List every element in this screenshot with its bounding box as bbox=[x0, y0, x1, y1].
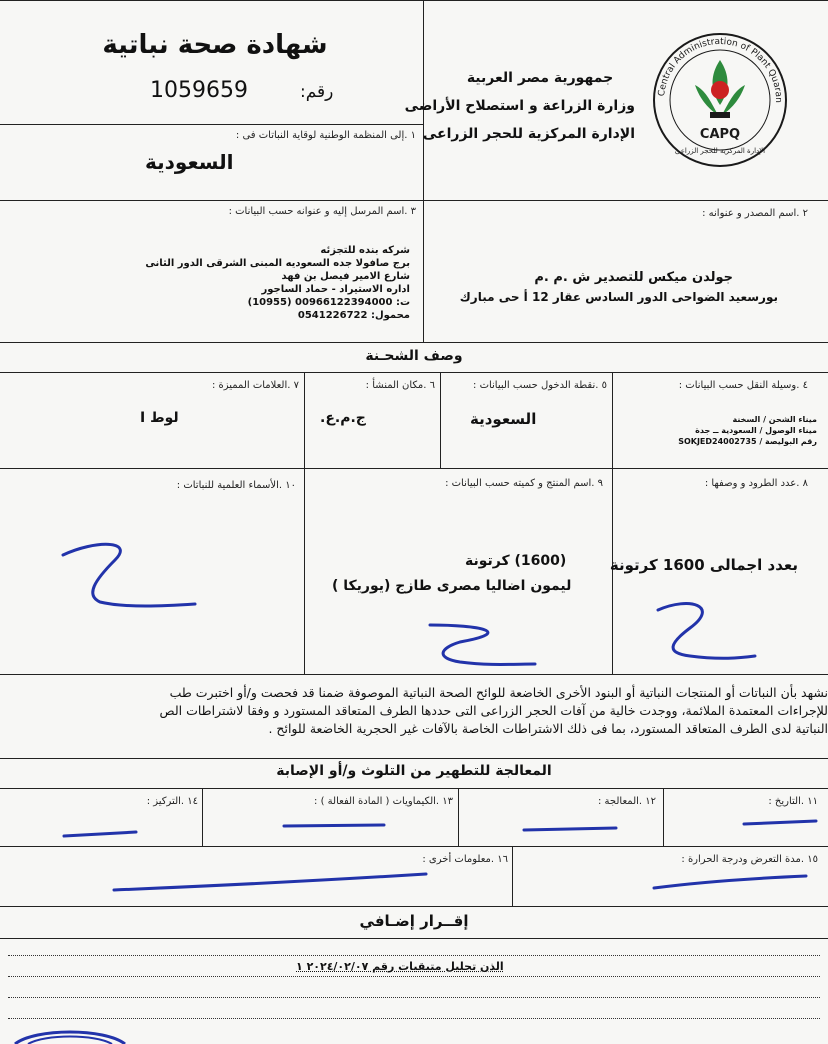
logo-text-ar: الإدارة المركزية للحجر الزراعى bbox=[674, 147, 766, 155]
consignee-line: اداره الاستيراد - حماد الساجور bbox=[261, 284, 410, 295]
field-7-label: ٧ .العلامات المميزة : bbox=[211, 380, 299, 391]
transport-line: ميناء الشحن / السخنة bbox=[732, 415, 817, 424]
field-8-value: بعدد اجمالى 1600 كرتونة bbox=[609, 556, 798, 574]
field-6-value: ج.م.ع. bbox=[320, 410, 366, 426]
logo-text-en: Central Administration of Plant Quaran bbox=[657, 36, 784, 103]
dotted-line bbox=[8, 976, 820, 977]
field-8-label: ٨ .عدد الطرود و وصفها : bbox=[704, 478, 808, 489]
field-5-label: ٥ .نقطة الدخول حسب البيانات : bbox=[473, 380, 607, 391]
section-treatment: المعالجة للتطهير من التلوث و/أو الإصابة bbox=[276, 763, 552, 779]
field-1-label: ١ .إلى المنظمة الوطنية لوقاية النباتات فى : bbox=[235, 130, 416, 141]
declaration-text bbox=[0, 684, 828, 738]
dotted-line bbox=[8, 1018, 820, 1019]
field-4-label: ٤ .وسيلة النقل حسب البيانات : bbox=[678, 380, 808, 391]
field-13-label: ١٣ .الكيماويات ( المادة الفعالة ) : bbox=[314, 796, 453, 807]
cancel-mark-field-16 bbox=[110, 872, 430, 896]
field-16-label: ١٦ .معلومات أخرى : bbox=[422, 854, 508, 865]
product-quantity: (1600) كرتونة bbox=[465, 553, 567, 569]
field-6-label: ٦ .مكان المنشأ : bbox=[365, 380, 435, 391]
declaration-line: النباتية لدى الطرف المتعاقد المستورد، بما فى ذلك الاشتراطات الخاصة بالآفات غير الحجرية الخاضعة للوائح . bbox=[268, 721, 828, 736]
consignee-line: محمول: 0541226722 bbox=[297, 310, 410, 321]
exporter-line-2: بورسعيد الضواحى الدور السادس عقار 12 أ حى مبارك bbox=[459, 290, 778, 304]
product-name: ليمون اضاليا مصرى طازج (يوريكا ) bbox=[332, 578, 572, 594]
field-9-label: ٩ .اسم المنتج و كميته حسب البيانات : bbox=[445, 478, 603, 489]
field-1-value: السعودية bbox=[145, 150, 234, 174]
consignee-line: ت: 00966122394000 (10955) bbox=[247, 297, 410, 308]
official-stamp bbox=[10, 1024, 130, 1044]
section-additional: إقــرار إضـافي bbox=[359, 912, 469, 930]
certificate-number-label: رقم: bbox=[300, 82, 334, 102]
declaration-line: للإجراءات المعتمدة الملائمة، ووجدت خالية من آفات الحجر الزراعى التى حددها الطرف المتعاقد المستورد و وفقا لاشتراطات الص bbox=[159, 703, 828, 718]
consignee-line: شارع الامير فيصل بن فهد bbox=[281, 271, 410, 282]
certificate-title: شهادة صحة نباتية bbox=[102, 30, 328, 60]
cancel-mark-field-8 bbox=[650, 598, 760, 668]
field-5-value: السعودية bbox=[470, 410, 537, 428]
cancel-mark-field-14 bbox=[60, 826, 140, 840]
declaration-line: نشهد بأن النباتات أو المنتجات النباتية أو البنود الأخرى الخاضعة للوائح الصحة النباتية الموصوفة ضمنا قد فحصت و/أو اختبرت طب bbox=[169, 685, 828, 700]
field-7-value: لوط I bbox=[140, 410, 179, 426]
capq-logo bbox=[650, 30, 790, 170]
ministry-country: جمهورية مصر العربية bbox=[466, 70, 614, 86]
field-15-label: ١٥ .مدة التعرض ودرجة الحرارة : bbox=[681, 854, 818, 865]
ministry-name: وزارة الزراعة و استصلاح الأراضى bbox=[404, 98, 635, 114]
dotted-line bbox=[8, 955, 820, 956]
additional-declaration-text: الذن تحليل متبقيات رقم ٢٠٢٤/٠٢/٠٧ ١ bbox=[296, 960, 504, 973]
logo-abbr: CAPQ bbox=[699, 127, 741, 142]
field-2-label: ٢ .اسم المصدر و عنوانه : bbox=[702, 208, 808, 219]
cancel-mark-field-15 bbox=[650, 872, 810, 892]
field-10-label: ١٠ .الأسماء العلمية للنباتات : bbox=[176, 480, 296, 491]
transport-line: رقم البوليصة / SOKJED24002735 bbox=[678, 437, 817, 446]
field-3-lines bbox=[80, 244, 410, 322]
field-12-label: ١٢ .المعالجة : bbox=[598, 796, 656, 807]
transport-line: ميناء الوصول / السعودية ــ جدة bbox=[695, 426, 817, 435]
certificate-number: 1059659 bbox=[150, 78, 248, 103]
dotted-line bbox=[8, 997, 820, 998]
cancel-mark-field-13 bbox=[280, 818, 390, 832]
cancel-mark-field-11 bbox=[740, 816, 820, 830]
consignee-line: شركه بنده للتجزئه bbox=[320, 245, 410, 256]
cancel-mark-field-10 bbox=[55, 540, 205, 620]
cancel-mark-field-9 bbox=[420, 620, 540, 670]
consignee-line: برج صافولا جده السعوديه المبنى الشرقى الدور الثانى bbox=[145, 258, 410, 269]
field-3-label: ٣ .اسم المرسل إليه و عنوانه حسب البيانات : bbox=[228, 206, 416, 217]
cancel-mark-field-12 bbox=[520, 822, 620, 836]
field-14-label: ١٤ .التركيز : bbox=[146, 796, 198, 807]
field-11-label: ١١ .التاريخ : bbox=[768, 796, 818, 807]
exporter-line-1: جولدن ميكس للتصدير ش .م .م bbox=[534, 270, 733, 285]
field-4-lines bbox=[612, 414, 817, 447]
section-consignment: وصف الشحـنة bbox=[365, 348, 463, 364]
ministry-department: الإدارة المركزية للحجر الزراعى bbox=[422, 126, 635, 142]
